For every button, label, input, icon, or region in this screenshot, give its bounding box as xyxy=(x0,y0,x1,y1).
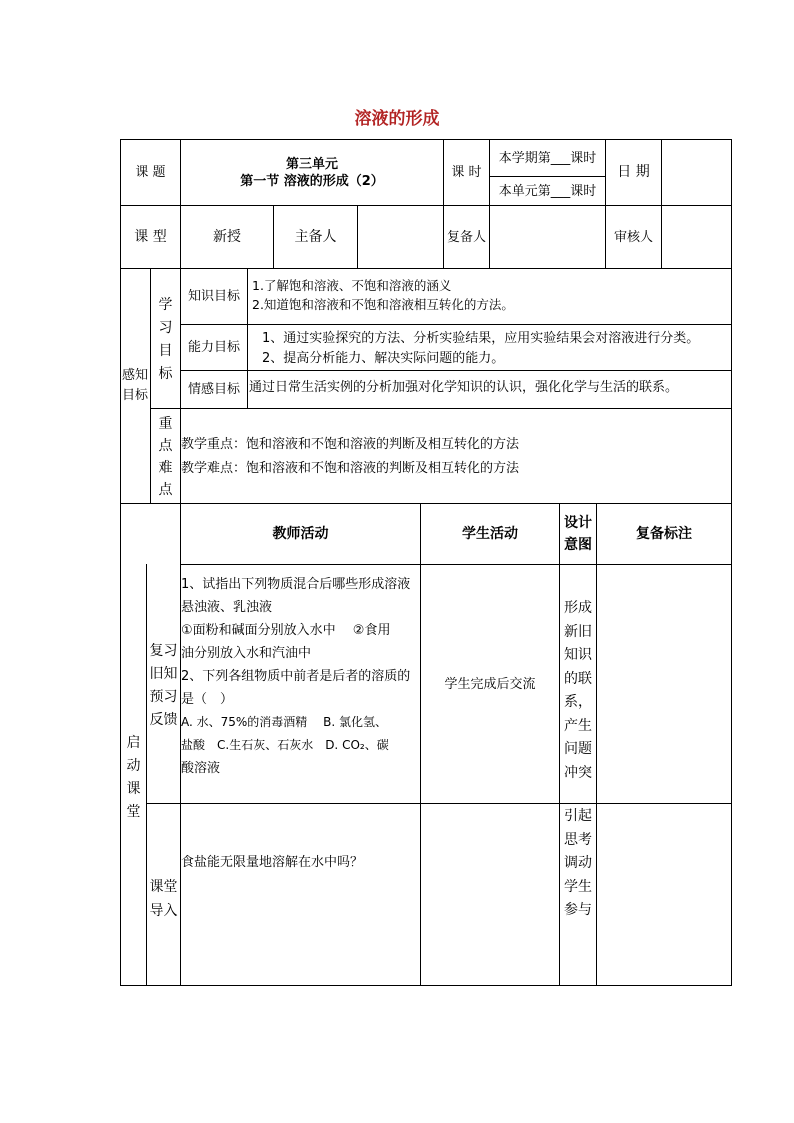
date-label: 日 期 xyxy=(617,164,650,180)
design-line: 学生 xyxy=(564,878,592,895)
page-title: 溶液的形成 xyxy=(354,109,440,129)
key-points-text xyxy=(181,433,729,481)
re-prep-notes-header: 复备标注 xyxy=(636,525,692,542)
ketai-label: 课 题 xyxy=(135,165,166,180)
design-line: 参与 xyxy=(564,902,592,918)
design-line: 引起 xyxy=(564,808,592,824)
knowledge-line: 2.知道饱和溶液和不饱和溶液相互转化的方法。 xyxy=(252,297,514,312)
review-line: 1、试指出下列物质混合后哪些形成溶液 xyxy=(181,577,411,592)
ability-goal-label: 能力目标 xyxy=(187,340,240,355)
intro-question: 食盐能无限量地溶解在水中吗？ xyxy=(181,855,364,870)
emotion-goal-text xyxy=(249,379,729,396)
review-teacher-text xyxy=(181,573,420,780)
review-line: 酸溶液 xyxy=(181,761,221,776)
intro-teacher-text xyxy=(181,854,420,871)
design-line: 产生 xyxy=(564,717,592,734)
semester-lesson: 本学期第___课时 xyxy=(498,150,597,166)
intro-design-text xyxy=(560,805,596,923)
type-label: 课 型 xyxy=(134,228,167,245)
knowledge-line: 1.了解饱和溶液、不饱和溶液的涵义 xyxy=(252,278,452,293)
review-student-text: 学生完成后交流 xyxy=(444,676,536,692)
design-line: 冲突 xyxy=(564,764,592,781)
review-line: ①面粉和碱面分别放入水中 ②食用 xyxy=(181,623,391,638)
difficult-point: 教学难点：饱和溶液和不饱和溶液的判断及相互转化的方法 xyxy=(181,461,520,476)
design-line: 系， xyxy=(564,694,592,710)
design-line: 调动 xyxy=(564,855,592,871)
review-design-text xyxy=(560,597,596,785)
key-point: 教学重点：饱和溶液和不饱和溶液的判断及相互转化的方法 xyxy=(181,437,520,452)
design-line: 形成 xyxy=(564,600,592,616)
design-line: 的联 xyxy=(564,670,592,687)
knowledge-goal-text xyxy=(252,276,730,314)
perception-goals-label: 感知目标 xyxy=(121,368,148,403)
ability-line: 2、提高分析能力、解决实际问题的能力。 xyxy=(262,351,505,366)
review-line: 悬浊液、乳浊液 xyxy=(181,600,273,615)
key-points-label: 重点难点 xyxy=(158,415,173,498)
lesson-title xyxy=(181,140,443,205)
start-class-label: 启动课堂 xyxy=(126,735,141,820)
design-line: 新旧 xyxy=(564,623,592,640)
design-line: 问题 xyxy=(564,741,592,757)
design-line: 知识 xyxy=(564,647,592,663)
student-activity-header: 学生活动 xyxy=(462,525,518,542)
review-label: 复习旧知预习反馈 xyxy=(149,643,178,728)
ability-line: 1、通过实验探究的方法、分析实验结果，应用实验结果会对溶液进行分类。 xyxy=(262,331,700,346)
review-line: 是（ ） xyxy=(181,692,234,707)
review-line: 油分别放入水和汽油中 xyxy=(181,646,312,661)
unit-lesson: 本单元第___课时 xyxy=(498,183,597,199)
emotion-goal-label: 情感目标 xyxy=(187,382,240,397)
re-prep-label: 复备人 xyxy=(446,229,486,245)
review-line: A. 水、75%的消毒酒精 B. 氯化氢、 xyxy=(181,715,387,729)
reviewer-label: 审核人 xyxy=(613,229,653,245)
teacher-activity-header: 教师活动 xyxy=(272,525,329,542)
intro-label: 课堂导入 xyxy=(149,879,178,919)
keshi-label: 课 时 xyxy=(451,165,482,180)
learning-goals-label: 学习目标 xyxy=(158,297,173,382)
type-value: 新授 xyxy=(213,228,241,245)
review-line: 2、下列各组物质中前者是后者的溶质的 xyxy=(181,669,411,684)
main-prep-label: 主备人 xyxy=(294,228,337,245)
emotion-line: 通过日常生活实例的分析加强对化学知识的认识，强化化学与生活的联系。 xyxy=(249,380,679,395)
unit-title: 第三单元 xyxy=(285,156,338,172)
review-line: 盐酸 C.生石灰、石灰水 D. CO₂、碳 xyxy=(181,738,389,752)
knowledge-goal-label: 知识目标 xyxy=(187,289,240,304)
design-intent-header: 设计意图 xyxy=(564,515,592,553)
ability-goal-text xyxy=(262,329,730,369)
design-line: 思考 xyxy=(564,831,592,848)
section-title: 第一节 溶液的形成（2） xyxy=(240,173,384,189)
